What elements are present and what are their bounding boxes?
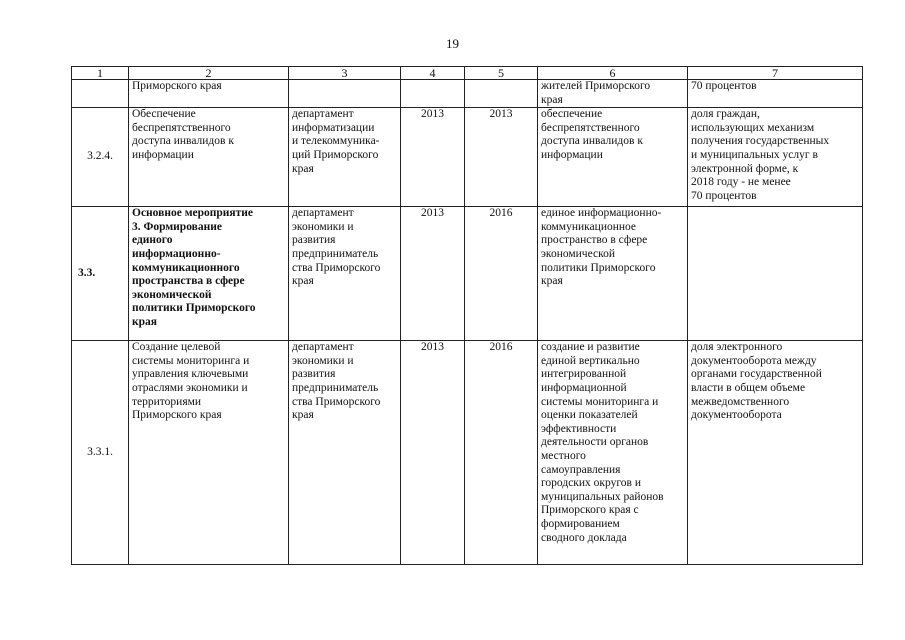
cell-executor [289,341,401,565]
cell-name-line: доступа инвалидов к [132,135,234,148]
cell-start-year: 2013 [401,207,465,341]
cell-executor-line: края [292,275,314,288]
cell-result-line: единой вертикально [541,354,640,367]
cell-result-line: создание и развитие [541,341,640,354]
cell-result-line: информационной [541,381,627,394]
cell-executor-line: экономики и [292,354,354,367]
cell-result-line: деятельности органов [541,436,649,449]
cell-executor-line: ства Приморского [292,261,381,274]
cell-result-line: информации [541,148,603,161]
cell-indicator-line: межведомственного [691,395,790,408]
cell-name [129,80,289,108]
cell-indicator-line: доля электронного [691,341,783,354]
cell-result-line: политики Приморского [541,261,656,274]
cell-result-line: доступа инвалидов к [541,135,643,148]
cell-code: 3.2.4. [72,108,129,207]
measures-table [71,66,863,565]
cell-start-year [401,80,465,108]
cell-executor-line: предприниматель [292,247,379,260]
cell-result-line: сводного доклада [541,531,627,544]
cell-executor-line: развития [292,368,336,381]
cell-name [129,207,289,341]
table-body [72,67,863,565]
cell-executor-line: предприниматель [292,381,379,394]
cell-result-line: интегрированной [541,368,627,381]
cell-result-line: единое информационно- [541,207,662,220]
cell-result-line: жителей Приморского [541,80,651,92]
cell-result-line: обеспечение [541,108,603,121]
cell-name-line: края [132,315,157,328]
cell-result-line: пространство в сфере [541,234,648,247]
cell-result-line: экономической [541,247,615,260]
cell-result-line: беспрепятственного [541,121,640,134]
cell-end-year [465,80,538,108]
cell-name-line: коммуникационного [132,261,240,274]
cell-indicator [688,80,863,108]
header-col-3: 3 [289,67,401,80]
cell-name-line: управления ключевыми [132,368,249,381]
cell-executor-line: департамент [292,108,354,121]
cell-result-line: городских округов и [541,477,641,490]
cell-indicator [688,207,863,341]
cell-start-year: 2013 [401,341,465,565]
cell-code [72,80,129,108]
page-number: 19 [446,36,459,51]
table-row [72,108,863,207]
cell-name-line: информации [132,148,194,161]
header-col-7: 7 [688,67,863,80]
cell-result-line: коммуникационное [541,220,637,233]
cell-indicator-line: 70 процентов [691,80,757,92]
cell-name-line: единого [132,234,173,247]
cell-indicator-line: электронной форме, к [691,162,799,175]
cell-indicator-line: использующих механизм [691,121,815,134]
cell-executor-line: и телекоммуника- [292,135,380,148]
cell-executor-line: экономики и [292,220,354,233]
cell-result-line: местного [541,449,586,462]
cell-result [538,207,688,341]
table-row [72,341,863,565]
cell-start-year: 2013 [401,108,465,207]
cell-name-line: пространства в сфере [132,275,245,288]
cell-name [129,108,289,207]
cell-result [538,341,688,565]
cell-result-line: эффективности [541,422,617,435]
cell-indicator [688,108,863,207]
cell-executor-line: департамент [292,341,354,354]
cell-name-line: беспрепятственного [132,121,231,134]
cell-result-line: оценки показателей [541,409,638,422]
cell-executor-line: ства Приморского [292,395,381,408]
cell-indicator-line: документооборота между [691,354,817,367]
cell-name-line: Создание целевой [132,341,221,354]
cell-name-line: Обеспечение [132,108,196,121]
cell-executor-line: информатизации [292,121,375,134]
cell-indicator-line: органами государственной [691,368,822,381]
cell-indicator-line: доля граждан, [691,108,760,121]
cell-result-line: края [541,275,563,288]
cell-end-year: 2013 [465,108,538,207]
cell-name-line: информационно- [132,247,221,260]
cell-executor-line: края [292,409,314,422]
cell-result-line: системы мониторинга и [541,395,659,408]
cell-code: 3.3.1. [72,341,129,565]
cell-end-year: 2016 [465,207,538,341]
header-col-1: 1 [72,67,129,80]
cell-name-line: территориями [132,395,202,408]
cell-name-line: Приморского края [132,80,222,92]
table-row [72,80,863,108]
cell-name-line: Основное мероприятие [132,207,254,220]
cell-result-line: Приморского края с [541,504,639,517]
cell-name-line: отраслями экономики и [132,381,248,394]
cell-executor [289,108,401,207]
table-row [72,207,863,341]
cell-executor [289,80,401,108]
header-col-2: 2 [129,67,289,80]
header-col-4: 4 [401,67,465,80]
cell-name-line: Приморского края [132,409,222,422]
cell-end-year: 2016 [465,341,538,565]
cell-executor-line: края [292,162,314,175]
cell-executor-line: ций Приморского [292,148,379,161]
header-col-5: 5 [465,67,538,80]
cell-name-line: экономической [132,288,212,301]
cell-indicator [688,341,863,565]
cell-name [129,341,289,565]
cell-name-line: 3. Формирование [132,220,222,233]
cell-executor-line: департамент [292,207,354,220]
header-col-6: 6 [538,67,688,80]
cell-result [538,80,688,108]
cell-name-line: политики Приморского [132,302,256,315]
cell-code: 3.3. [72,207,129,341]
cell-indicator-line: власти в общем объеме [691,381,806,394]
cell-executor [289,207,401,341]
cell-result-line: края [541,93,563,106]
cell-executor-line: развития [292,234,336,247]
cell-indicator-line: и муниципальных услуг в [691,148,818,161]
header-row [72,67,863,80]
cell-result-line: формированием [541,517,620,530]
cell-result [538,108,688,207]
cell-indicator-line: документооборота [691,409,782,422]
cell-result-line: самоуправления [541,463,621,476]
cell-indicator-line: 70 процентов [691,189,757,202]
cell-indicator-line: получения государственных [691,135,830,148]
cell-indicator-line: 2018 году - не менее [691,176,791,189]
cell-name-line: системы мониторинга и [132,354,250,367]
cell-result-line: муниципальных районов [541,490,664,503]
